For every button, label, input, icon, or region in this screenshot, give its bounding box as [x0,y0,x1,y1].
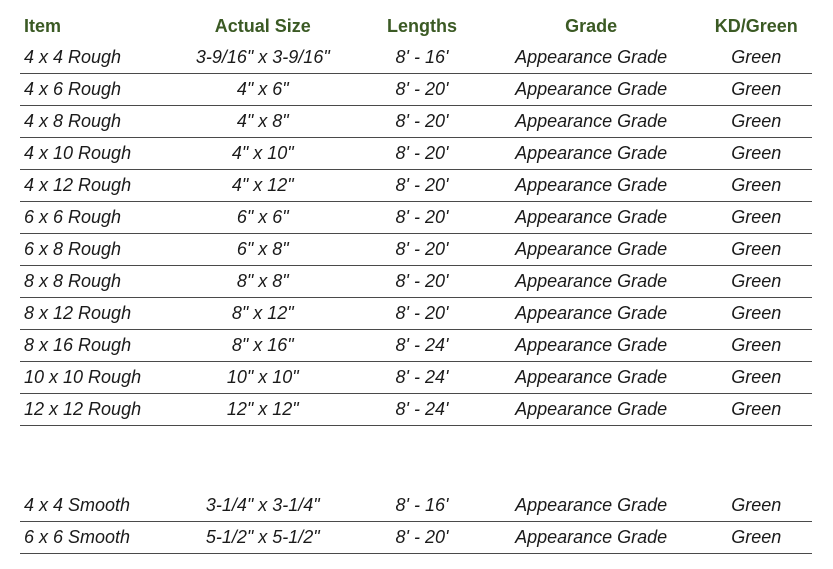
cell-grade: Appearance Grade [515,303,668,323]
table-row [20,138,812,170]
rough-rows [20,42,812,426]
cell-actual-size: 8" x 12" [231,303,294,323]
cell-grade: Appearance Grade [515,207,668,227]
cell-kd-green: Green [731,47,782,67]
cell-grade: Appearance Grade [515,399,668,419]
cell-grade: Appearance Grade [515,79,668,99]
cell-grade: Appearance Grade [515,495,668,515]
cell-actual-size: 5-1/2" x 5-1/2" [205,527,320,547]
cell-lengths: 8' - 16' [395,495,449,515]
cell-actual-size: 8" x 8" [236,271,289,291]
cell-grade: Appearance Grade [515,111,668,131]
table-row [20,394,812,426]
cell-lengths: 8' - 20' [395,239,449,259]
cell-grade: Appearance Grade [515,239,668,259]
cell-lengths: 8' - 24' [395,399,449,419]
cell-actual-size: 6" x 8" [236,239,289,259]
cell-kd-green: Green [731,495,782,515]
cell-grade: Appearance Grade [515,47,668,67]
cell-kd-green: Green [731,79,782,99]
cell-kd-green: Green [731,399,782,419]
cell-grade: Appearance Grade [515,335,668,355]
cell-kd-green: Green [731,527,782,547]
cell-grade: Appearance Grade [515,143,668,163]
cell-kd-green: Green [731,175,782,195]
table-header [20,10,812,42]
cell-actual-size: 4" x 10" [231,143,294,163]
table-row [20,202,812,234]
cell-lengths: 8' - 20' [395,271,449,291]
cell-item: 10 x 10 Rough [24,367,142,387]
table-row [20,330,812,362]
table-row [20,522,812,554]
cell-actual-size: 3-1/4" x 3-1/4" [205,495,320,515]
lumber-table [20,10,812,554]
table-row [20,362,812,394]
cell-item: 6 x 8 Rough [24,239,122,259]
cell-kd-green: Green [731,303,782,323]
table-row [20,74,812,106]
cell-lengths: 8' - 20' [395,143,449,163]
header-grade: Grade [565,15,618,36]
cell-actual-size: 4" x 6" [236,79,289,99]
table-row [20,234,812,266]
cell-actual-size: 6" x 6" [236,207,289,227]
cell-actual-size: 12" x 12" [226,399,299,419]
cell-kd-green: Green [731,271,782,291]
cell-item: 4 x 4 Rough [24,47,122,67]
cell-item: 4 x 12 Rough [24,175,132,195]
header-kd-green: KD/Green [714,15,798,36]
cell-actual-size: 4" x 8" [236,111,289,131]
cell-actual-size: 3-9/16" x 3-9/16" [195,47,330,67]
cell-item: 8 x 12 Rough [24,303,132,323]
table-row [20,106,812,138]
cell-lengths: 8' - 20' [395,527,449,547]
cell-grade: Appearance Grade [515,527,668,547]
cell-lengths: 8' - 20' [395,79,449,99]
table-row [20,266,812,298]
cell-kd-green: Green [731,367,782,387]
cell-lengths: 8' - 20' [395,207,449,227]
cell-item: 6 x 6 Smooth [24,527,131,547]
cell-item: 6 x 6 Rough [24,207,122,227]
cell-kd-green: Green [731,335,782,355]
cell-item: 8 x 16 Rough [24,335,132,355]
cell-actual-size: 8" x 16" [231,335,294,355]
cell-grade: Appearance Grade [515,271,668,291]
cell-lengths: 8' - 24' [395,335,449,355]
cell-grade: Appearance Grade [515,367,668,387]
header-lengths: Lengths [386,15,457,36]
cell-item: 4 x 10 Rough [24,143,132,163]
cell-actual-size: 4" x 12" [231,175,294,195]
section-gap [20,426,812,490]
cell-lengths: 8' - 20' [395,111,449,131]
table-row [20,298,812,330]
cell-kd-green: Green [731,143,782,163]
table-row [20,490,812,522]
cell-actual-size: 10" x 10" [226,367,299,387]
cell-lengths: 8' - 24' [395,367,449,387]
header-item: Item [24,15,62,36]
cell-item: 4 x 6 Rough [24,79,122,99]
table-row [20,42,812,74]
cell-kd-green: Green [731,207,782,227]
cell-lengths: 8' - 16' [395,47,449,67]
cell-grade: Appearance Grade [515,175,668,195]
cell-kd-green: Green [731,111,782,131]
table-row [20,170,812,202]
cell-lengths: 8' - 20' [395,175,449,195]
cell-kd-green: Green [731,239,782,259]
smooth-rows [20,490,812,554]
cell-item: 4 x 8 Rough [24,111,122,131]
cell-item: 8 x 8 Rough [24,271,122,291]
cell-item: 4 x 4 Smooth [24,495,131,515]
cell-lengths: 8' - 20' [395,303,449,323]
header-actual-size: Actual Size [214,15,311,36]
cell-item: 12 x 12 Rough [24,399,142,419]
